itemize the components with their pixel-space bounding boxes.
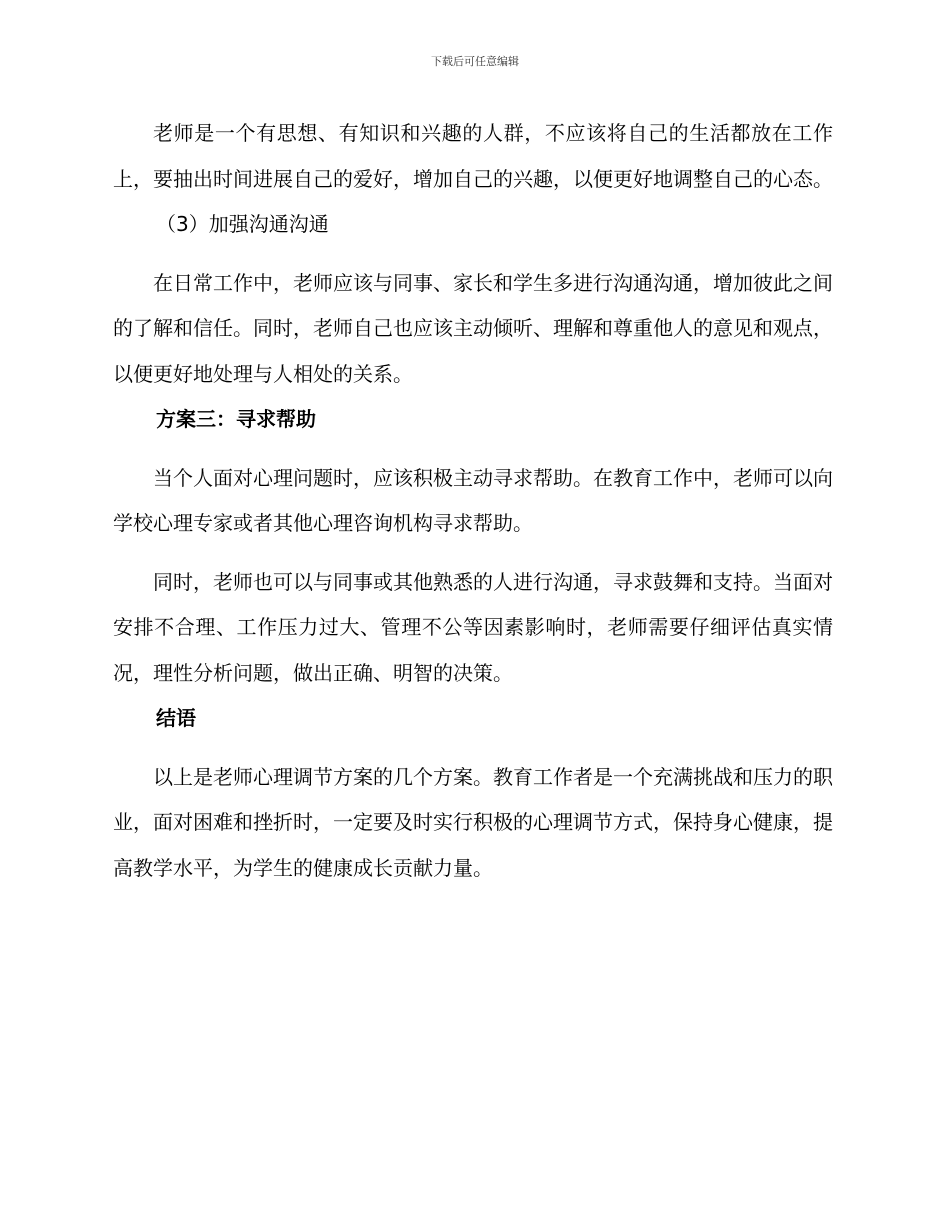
- paragraph-seek-help: 当个人面对心理问题时，应该积极主动寻求帮助。在教育工作中，老师可以向学校心理专家或者其他心理咨询机构寻求帮助。: [113, 465, 833, 535]
- document-body: [113, 111, 833, 891]
- page-header: 下载后可任意编辑: [431, 55, 519, 68]
- heading-plan-three: 方案三：寻求帮助: [156, 407, 316, 431]
- heading-conclusion: 结语: [156, 706, 196, 730]
- paragraph-conclusion: 以上是老师心理调节方案的几个方案。教育工作者是一个充满挑战和压力的职业，面对困难和挫折时，一定要及时实行积极的心理调节方式，保持身心健康，提高教学水平，为学生的健康成长贡献力量。: [113, 764, 833, 880]
- subheading-communication: （3）加强沟通沟通: [156, 212, 329, 236]
- paragraph-hobbies: 老师是一个有思想、有知识和兴趣的人群，不应该将自己的生活都放在工作上，要抽出时间进展自己的爱好，增加自己的兴趣，以便更好地调整自己的心态。: [113, 121, 833, 191]
- paragraph-communication: 在日常工作中，老师应该与同事、家长和学生多进行沟通沟通，增加彼此之间的了解和信任。同时，老师自己也应该主动倾听、理解和尊重他人的意见和观点，以便更好地处理与人相处的关系。: [113, 270, 833, 386]
- paragraph-peer-support: 同时，老师也可以与同事或其他熟悉的人进行沟通，寻求鼓舞和支持。当面对安排不合理、工作压力过大、管理不公等因素影响时，老师需要仔细评估真实情况，理性分析问题，做出正确、明智的决策。: [113, 569, 833, 685]
